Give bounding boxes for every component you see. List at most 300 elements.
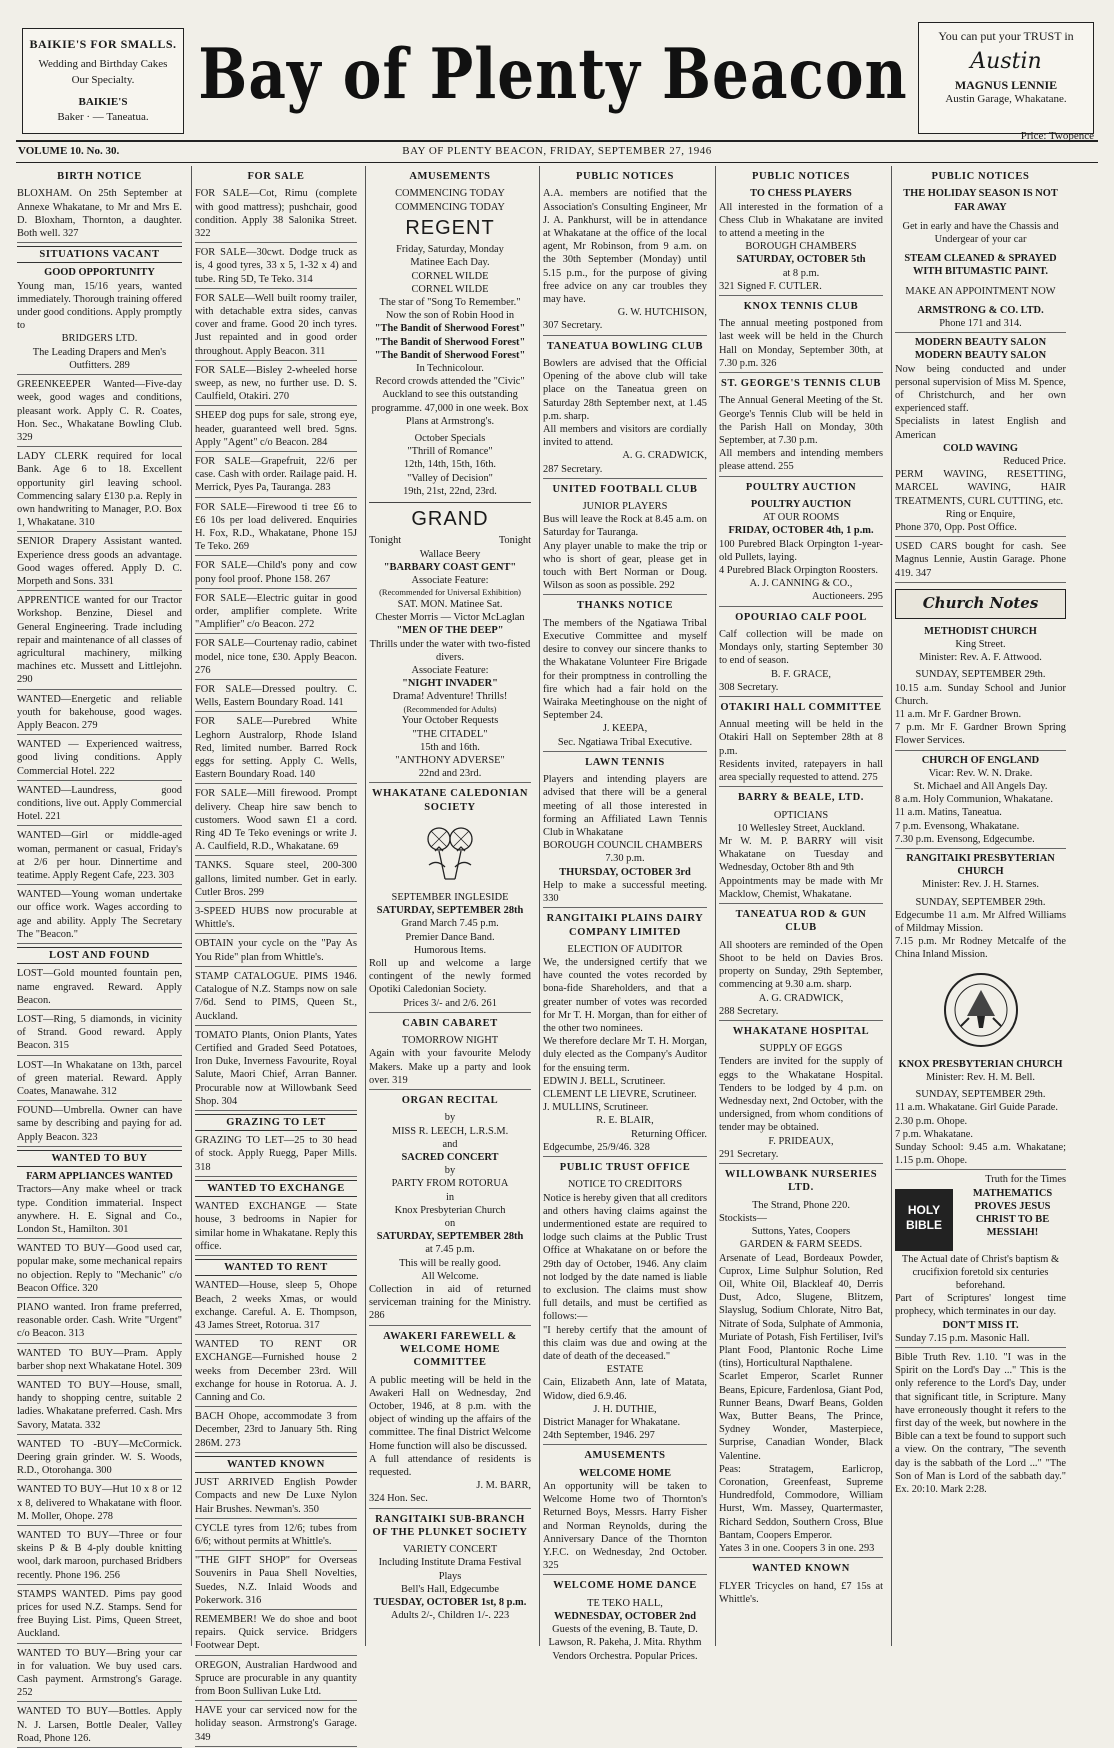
wallace-beery: Wallace Beery: [419, 548, 481, 560]
rod-gun-text: All shooters are reminded of the Open Shoot to be held on Davies Bros. property on Sunday, 29th September, commencing at 9.30 a.m. sharp.: [719, 939, 883, 991]
cabaret-text: Again with your favourite Melody Makers. Make up a party and look over. 319: [369, 1047, 531, 1090]
knox-service-1: 11 a.m. Whakatane. Girl Guide Parade.: [895, 1102, 1059, 1114]
lost-found-heading: LOST AND FOUND: [17, 947, 182, 964]
night-invader-title: "NIGHT INVADER": [402, 678, 498, 690]
actual-date-text: The Actual date of Christ's baptism & crucifixion foretold six centuries beforehand.: [901, 1253, 1060, 1291]
sale-truck-ad: FOR SALE—30cwt. Dodge truck as is, 4 good tyres, 33 x 5, 1-32 x 4) and tube. Ring 5D, Te Teko. 314: [195, 246, 357, 289]
knox-presbyterian-heading: KNOX PRESBYTERIAN CHURCH: [898, 1058, 1063, 1070]
masonic-hall: Sunday 7.15 p.m. Masonic Hall.: [895, 1332, 1066, 1348]
aa-notice: A.A. members are notified that the Association's Consulting Engineer, Mr J. A. Pankhurst, will be in attendance at Whakatane at the office of the local agent, Mr Robinson, from 9 a.m. on the 30th September (Monday) until 5.15 p.m., for the purpose of giving free advice on any car troubles they may have.: [543, 188, 707, 305]
wanted-youth-ad: WANTED—Energetic and reliable youth for bakehouse, good wages. Apply Beacon. 279: [17, 693, 182, 736]
grand-title: GRAND: [411, 507, 489, 530]
senior-drapery-ad: SENIOR Drapery Assistant wanted. Experience dress goods an advantage. Good wages offered. Apply D. C. Morpeth and Sons. 331: [17, 535, 182, 591]
scrutineer-3: J. MULLINS, Scrutineer.: [543, 1102, 649, 1114]
sale-pony-ad: FOR SALE—Child's pony and cow pony fool proof. Phone 158. 267: [195, 559, 357, 588]
willowbank-heading: WILLOWBANK NURSERIES LTD.: [724, 1169, 878, 1194]
grace-sig: B. F. GRACE,: [770, 668, 832, 680]
lost-ring-ad: LOST—Ring, 5 diamonds, in vicinity of Strand. Good reward. Apply Beacon. 315: [17, 1013, 182, 1056]
birth-notice: BLOXHAM. On 25th September at Annexe Whakatane, to Mr and Mrs E. D. Bloxham, Thornton, a daughter. Both well. 327: [17, 187, 182, 243]
holiday-season-heading: THE HOLIDAY SEASON IS NOT FAR AWAY: [903, 188, 1058, 213]
commencing-today-2: COMMENCING TODAY: [395, 201, 505, 213]
austin-ad-lead: You can put your TRUST in: [938, 29, 1074, 43]
tomorrow-night: TOMORROW NIGHT: [401, 1035, 499, 1047]
calf-pool-heading: OPOURIAO CALF POOL: [735, 611, 867, 623]
methodist-minister: Minister: Rev. A. F. Attwood.: [919, 652, 1042, 664]
beauty-phone: Phone 370, Opp. Post Office.: [895, 521, 1066, 537]
organ-on: on: [444, 1217, 456, 1229]
hospital-heading: WHAKATANE HOSPITAL: [732, 1025, 870, 1037]
rent-exchange-ad: WANTED TO RENT OR EXCHANGE—Furnished house 2 weeks from December 23rd. Will exchange for house in Rotorua. A. J. Canning and Co.: [195, 1338, 357, 1407]
st-michael: St. Michael and All Angels Day.: [913, 781, 1048, 793]
knox-tennis-heading: KNOX TENNIS CLUB: [743, 300, 859, 312]
methodist-service-3: 7 p.m. Mr F. Gardner Brown Spring Flower Services.: [895, 721, 1066, 750]
sale-cot-ad: FOR SALE—Cot, Rimu (complete with good mattress); pushchair, good condition. Apply 38 Salonika Street. 322: [195, 187, 357, 243]
scrutineer-2: CLEMENT LE LIEVRE, Scrutineer.: [543, 1089, 697, 1101]
associate-feature-2: Associate Feature:: [411, 664, 489, 676]
bandit-title-1: "The Bandit of Sherwood Forest": [374, 323, 526, 335]
te-teko-hall: TE TEKO HALL,: [587, 1597, 663, 1609]
ring-enquire: Ring or Enquire,: [945, 508, 1016, 520]
rod-gun-sig: A. G. CRADWICK,: [758, 992, 844, 1004]
calf-text: Calf collection will be made on Mondays only, starting September 30 to end of season.: [719, 628, 883, 667]
otakiri-text-2: Residents invited, ratepayers in hall area specially requested to attend. 275: [719, 758, 883, 787]
supply-eggs: SUPPLY OF EGGS: [759, 1043, 843, 1055]
holy-bible-icon: HOLY BIBLE: [895, 1189, 953, 1251]
valley-decision: "Valley of Decision": [407, 472, 493, 484]
stamps-wanted-ad: STAMPS WANTED. Pims pay good prices for used N.Z. Stamps. Send for free Buying List. Pims, Queen Street, Auckland.: [17, 1588, 182, 1644]
united-football-heading: UNITED FOOTBALL CLUB: [552, 483, 698, 495]
cold-waving: COLD WAVING: [943, 442, 1018, 454]
knox-minister: Minister: Rev. H. M. Bell.: [926, 1071, 1035, 1083]
lawn-date: THURSDAY, OCTOBER 3rd: [559, 866, 691, 878]
england-service-1: 8 a.m. Holy Communion, Whakatane.: [895, 794, 1053, 806]
cycle-tyres-ad: CYCLE tyres from 12/6; tubes from 6/6; without permits at Whittle's.: [195, 1522, 357, 1551]
thanks-heading: THANKS NOTICE: [576, 600, 674, 612]
barry-beale-heading: BARRY & BEALE, LTD.: [737, 792, 865, 804]
willowbank-chemicals: Arsenate of Lead, Bordeaux Powder, Cuprox, Lime Sulphur Solution, Red Oil, White Oil, Blackleaf 40, Derris Dust, Adco, Slugene, Blitzem, Slayslug, Sodium Chlorate, Nitro Bat, Nitrate of Soda, Sulphate of Ammonia, Muriate of Potash, Fish Fertiliser, Ivil's Plant Food, Plantonic Roche Lime (tins), Horticultural Napthalene.: [719, 1252, 883, 1370]
chess-sig: 321 Signed F. CUTLER.: [719, 280, 883, 296]
knox-service-3: 7 p.m. Whakatane.: [895, 1128, 974, 1140]
bowling-text-2: All members and visitors are cordially invited to attend.: [543, 423, 707, 449]
wtb-grinder-ad: WANTED TO -BUY—McCormick. Deering grain grinder. W. S. Woods, R.D., Otorohanga. 300: [17, 1438, 182, 1481]
men-deep-title: "MEN OF THE DEEP": [396, 625, 504, 637]
ingleside-prices: Prices 3/- and 2/6. 261: [369, 997, 531, 1013]
rollup-text: Roll up and welcome a large contingent of the newly formed Opotiki Caledonian Society.: [369, 958, 531, 996]
bus-text: Bus will leave the Rock at 8.45 a.m. on Saturday for Tauranga.: [543, 514, 707, 539]
sale-horse-sweep-ad: FOR SALE—Bisley 2-wheeled horse sweep, as new, no further use. D. S. Caulfield, Otakiri. 270: [195, 364, 357, 407]
england-vicar: Vicar: Rev. W. N. Drake.: [928, 767, 1033, 779]
citadel-title: "THE CITADEL": [412, 728, 488, 740]
organ-welcome: All Welcome.: [421, 1270, 479, 1282]
canning-title: Auctioneers. 295: [719, 590, 883, 606]
grazing-heading: GRAZING TO LET: [195, 1114, 357, 1131]
organ-date: SATURDAY, SEPTEMBER 28th: [376, 1231, 524, 1243]
thrill-dates: 12th, 14th, 15th, 16th.: [403, 459, 497, 471]
trust-text-2: "I hereby certify that the amount of this claim was due and owing at the date of death of the deceased.": [543, 1324, 707, 1363]
dont-miss-it: DON'T MISS IT.: [942, 1319, 1019, 1331]
st-georges-heading: ST. GEORGE'S TENNIS CLUB: [721, 378, 881, 390]
tonight-right: Tonight: [498, 535, 531, 547]
aa-ref: 307 Secretary.: [543, 319, 707, 335]
speed-hubs-ad: 3-SPEED HUBS now procurable at Whittle's.: [195, 905, 357, 934]
rangitaiki-presbyterian-heading: RANGITAIKI PRESBYTERIAN CHURCH: [906, 853, 1055, 878]
amusements-heading-2: AMUSEMENTS: [584, 1450, 666, 1462]
organ-good: This will be really good.: [399, 1257, 501, 1269]
baikies-ad-footer: Baker · — Taneatua.: [57, 111, 149, 124]
regent-title: REGENT: [405, 216, 495, 239]
beauty-text: Now being conducted and under personal supervision of Miss M. Spence, of Christchurch, and her own experienced staff.: [895, 363, 1066, 415]
prideaux-sig: F. PRIDEAUX,: [768, 1135, 834, 1147]
thrill-romance: "Thrill of Romance": [407, 446, 493, 458]
wanted-rent-heading: WANTED TO RENT: [195, 1259, 357, 1276]
willowbank-yates: Yates 3 in one. Coopers 3 in one. 293: [719, 1542, 883, 1558]
armstrong-name: ARMSTRONG & CO. LTD.: [917, 304, 1044, 316]
duthie-ref: 24th September, 1946. 297: [543, 1429, 707, 1445]
good-opportunity-heading: GOOD OPPORTUNITY: [44, 267, 155, 279]
poultry-pullets: 100 Purebred Black Orpington 1-year-old Pullets, laying.: [719, 538, 883, 563]
recommended-universal: (Recommended for Universal Exhibition): [379, 587, 521, 598]
wtb-used-car-ad: WANTED TO BUY—Bring your car in for valuation. We buy used cars. Cash payment. Armstrong's Garage. 252: [17, 1647, 182, 1703]
willowbank-strand: The Strand, Phone 220.: [752, 1199, 850, 1211]
piano-ad: PIANO wanted. Iron frame preferred, reasonable order. Cash. Write "Urgent" c/o Beacon. 313: [17, 1301, 182, 1344]
situations-vacant-heading: SITUATIONS VACANT: [17, 246, 182, 263]
caledonian-heading: WHAKATANE CALEDONIAN SOCIETY: [372, 788, 528, 813]
trust-text: Notice is hereby given that all creditors and others having claims against the undermentioned estate are required to lodge such claims at the Public Trust Office at Whakatane on or before the 29th day of October, 1946. Any claim not lodged by the date named is liable to exclusion. The claims must show full details, and must be certified as follows:—: [543, 1192, 707, 1323]
thrills-text: Thrills under the water with two-fisted divers.: [369, 638, 531, 663]
make-appointment: MAKE AN APPOINTMENT NOW: [905, 285, 1056, 297]
organ-and: and: [442, 1138, 458, 1150]
cabin-cabaret-heading: CABIN CABARET: [402, 1017, 498, 1029]
barry-text: Mr W. M. P. BARRY will visit Whakatane on Tuesday and Wednesday, October 8th and 9th: [719, 836, 883, 874]
estate-cain: Cain, Elizabeth Ann, late of Matata, Widow, died 6.9.46.: [543, 1377, 707, 1402]
seed-brands: Suttons, Yates, Coopers: [751, 1226, 851, 1238]
sale-poultry-ad: FOR SALE—Dressed poultry. C. Wells, Eastern Boundary Road. 141: [195, 683, 357, 712]
thanks-sig-2: Sec. Ngatiawa Tribal Executive.: [543, 736, 707, 752]
lawn-help: Help to make a successful meeting. 330: [543, 879, 707, 908]
steam-cleaned: STEAM CLEANED & SPRAYED WITH BITUMASTIC PAINT.: [904, 253, 1057, 278]
wanted-known-heading-2: WANTED KNOWN: [752, 1563, 850, 1575]
barry-text-2: Appointments may be made with Mr Macklow, Chemist, Whakatane.: [719, 875, 883, 904]
bowling-text: Bowlers are advised that the Official Opening of the above club will take place on the Taneatua green on Saturday 28th September next, at 1.45 p.m. sharp.: [543, 357, 707, 422]
dairy-heading: RANGITAIKI PLAINS DAIRY COMPANY LIMITED: [546, 913, 704, 938]
found-umbrella-ad: FOUND—Umbrella. Owner can have same by describing and paying for ad. Apply Beacon. 323: [17, 1104, 182, 1147]
sale-grapefruit-ad: FOR SALE—Grapefruit, 22/6 per case. Cash with order. Railage paid. H. Merrick, Pyes Pa, Tauranga. 283: [195, 455, 357, 498]
used-cars-ad: USED CARS bought for cash. See Magnus Lennie, Austin Garage. Phone 419. 347: [895, 540, 1066, 583]
truth-for-times: Truth for the Times: [985, 1174, 1066, 1186]
poultry-auction-heading-1: POULTRY AUCTION: [745, 481, 857, 493]
public-trust-heading: PUBLIC TRUST OFFICE: [559, 1162, 691, 1174]
wtb-wool-ad: WANTED TO BUY—Three or four skeins P & B 4-ply double knitting wool, dark maroon, purchased Bridbers recently. Phone 196. 256: [17, 1529, 182, 1585]
lawn-time: 7.30 p.m.: [605, 853, 645, 865]
wtb-car-ad: WANTED TO BUY—Good used car, popular make, some mechanical repairs no objection. Reply to "Mechanic" c/o Beacon Office. 320: [17, 1242, 182, 1298]
knox-service-2: 2.30 p.m. Ohope.: [895, 1115, 968, 1127]
price-text: Price: Twopence: [1020, 130, 1094, 142]
shoe-repair-ad: REMEMBER! We do shoe and boot repairs. Quick service. Bridgers Footwear Dept.: [195, 1613, 357, 1656]
sale-leghorn-ad: FOR SALE—Purebred White Leghorn Australorp, Rhode Island Red, limited number. Barred Rock eggs for setting. Apply C. Wells, Eastern Boundary Road. 140: [195, 715, 357, 784]
column-6: [891, 166, 1069, 1646]
stockists-label: Stockists—: [719, 1212, 767, 1224]
barbary-title: "BARBARY COAST GENT": [383, 561, 517, 573]
regent-days: Friday, Saturday, Monday: [396, 244, 504, 256]
regent-star-text: The star of "Song To Remember." Now the son of Robin Hood in: [379, 296, 521, 322]
column-1: [14, 166, 185, 1744]
knox-sunday-school: Sunday School: 9.45 a.m. Whakatane; 1.15 p.m. Ohope.: [895, 1141, 1066, 1170]
hospital-text: Tenders are invited for the supply of eggs to the Whakatane Hospital. Tenders to be lodged by 4 p.m. on Wednesday next, 2nd October, with the undersigned, from whom conditions of tender may be obtained.: [719, 1056, 883, 1134]
rangitaiki-service-1: Edgecumbe 11 a.m. Mr Alfred Williams of Mildmay Mission.: [895, 909, 1066, 935]
beauty-text-2: Specialists in latest English and American: [895, 416, 1066, 441]
wanted-house-ad: WANTED—House, sleep 5, Ohope Beach, 2 weeks Xmas, or would exchange. Careful. A. E. Thompson, 43 James Street, Rotorua. 317: [195, 1279, 357, 1335]
humorous-items: Humorous Items.: [413, 944, 487, 956]
plunket-prices: Adults 2/-, Children 1/-. 223: [390, 1610, 510, 1622]
opticians-label: OPTICIANS: [773, 809, 829, 821]
aa-sig: G. W. HUTCHISON,: [617, 307, 707, 319]
tonight-left: Tonight: [369, 535, 402, 547]
bowling-sig: A. G. CRADWICK,: [622, 450, 707, 462]
party-rotorua: PARTY FROM ROTORUA: [391, 1178, 509, 1190]
lost-pen-ad: LOST—Gold mounted fountain pen, name engraved. Reward. Apply Beacon.: [17, 967, 182, 1010]
beauty-salon-heading-1: MODERN BEAUTY SALON: [914, 337, 1047, 349]
bandit-title-2: "The Bandit of Sherwood Forest": [374, 336, 526, 348]
sacred-concert: SACRED CONCERT: [401, 1151, 499, 1163]
methodist-service-2: 11 a.m. Mr F. Gardner Brown.: [895, 709, 1022, 721]
public-notices-heading-1: PUBLIC NOTICES: [576, 171, 674, 182]
october-specials: October Specials: [414, 432, 486, 444]
baikies-ad-title: BAIKIE'S FOR SMALLS.: [29, 37, 177, 51]
greenkeeper-ad: GREENKEEPER Wanted—Five-day week, good wages and conditions, pleasant work. Apply C. R. Coates, Hon. Sec., Whakatane Bowling Club. 329: [17, 378, 182, 447]
awakeri-text: A public meeting will be held in the Awakeri Hall on Wednesday, 2nd October, 1946, at 8 p.m. with the object of winding up the affairs of the committee. The final District Welcome Home function will also be discussed.: [369, 1374, 531, 1452]
methodist-sunday: SUNDAY, SEPTEMBER 29th.: [915, 669, 1046, 681]
apprentice-ad: APPRENTICE wanted for our Tractor Workshop. Benzine, Diesel and General Engineering. Trade including repair and maintenance of all classes of agricultural machinery, milking machines etc. Mussett and Littlejohn. 290: [17, 594, 182, 689]
newspaper-title: Bay of Plenty Beacon: [198, 33, 908, 115]
awakeri-text-2: A full attendance of residents is requested.: [369, 1453, 531, 1478]
adverse-dates: 22nd and 23rd.: [369, 767, 531, 783]
september-ingleside: SEPTEMBER INGLESIDE: [391, 892, 509, 904]
organ-time: at 7.45 p.m.: [425, 1244, 475, 1256]
bible-truth-text: Bible Truth Rev. 1.10. "I was in the Spirit on the Lord's Day ..." This is the only reference to the Lord's Day, under that significant title, in Scripture. Many have erroneously thought it refers to the first day of the week, but nowhere in the Bible can a text be found to support such a view. On the contrary, "The seventh day is the sabbath of the Lord ..." "The Son of Man is Lord of the sabbath day." Ex. 20:10. Mark 2:28.: [895, 1351, 1066, 1495]
knox-tennis-text: The annual meeting postponed from last week will be held in the Church Hall on Monday, September 30th, at 7.30 p.m. 326: [719, 317, 883, 373]
column-3: [365, 166, 534, 1646]
wanted-to-buy-heading: WANTED TO BUY: [17, 1150, 182, 1167]
rod-gun-heading: TANEATUA ROD & GUN CLUB: [735, 909, 867, 934]
thanks-text: The members of the Ngatiawa Tribal Executive Committee and myself desire to convey our sincere thanks to the Whakatane Volunteer Fire Brigade for their promptness in controlling the fire which had a fair hold on the Wairaka Meetinghouse on the night of September 24.: [543, 617, 707, 722]
otakiri-heading: OTAKIRI HALL COMMITTEE: [720, 701, 882, 713]
bus-text-2: Any player unable to make the trip or who is short of gear, please get in touch with Bert Norman or Doug. Wilson as soon as possible. 292: [543, 540, 707, 596]
drama-adventure: Drama! Adventure! Thrills!: [392, 691, 508, 703]
chess-place: BOROUGH CHAMBERS: [745, 241, 857, 253]
dairy-text-2: We therefore declare Mr T. H. Morgan, duly elected as the Company's Auditor for the ensuing term.: [543, 1036, 707, 1074]
lawn-text: Players and intending players are advised that there will be a general meeting of all those interested in forming an Affiliated Lawn Tennis Club in Whakatane: [543, 774, 707, 838]
ingleside-date: SATURDAY, SEPTEMBER 28th: [376, 905, 524, 917]
st-georges-text: The Annual General Meeting of the St. George's Tennis Club will be held in the Parish Hall on Monday, 30th September, at 7.30 p.m.: [719, 395, 883, 447]
methodist-heading: METHODIST CHURCH: [924, 625, 1037, 637]
rod-gun-ref: 288 Secretary.: [719, 1005, 883, 1021]
wanted-office-ad: WANTED—Young woman undertake our office work. Wages according to age and ability. Apply The Secretary The "Beacon.": [17, 888, 182, 944]
chess-time: at 8 p.m.: [782, 267, 820, 279]
bandit-title-3: "The Bandit of Sherwood Forest": [374, 349, 526, 361]
organ-by-2: by: [444, 1165, 456, 1177]
lawn-place: BOROUGH COUNCIL CHAMBERS: [543, 840, 703, 852]
estate-label: ESTATE: [606, 1364, 644, 1376]
awakeri-sig: J. M. BARR,: [476, 1480, 531, 1492]
grand-march: Grand March 7.45 p.m.: [401, 918, 499, 930]
poultry-roosters: 4 Purebred Black Orpington Roosters.: [719, 564, 879, 576]
rangitaiki-service-2: 7.15 p.m. Mr Rodney Metcalfe of the China Inland Mission.: [895, 936, 1066, 961]
column-2: [191, 166, 360, 1743]
tomato-plants-ad: TOMATO Plants, Onion Plants, Yates Certified and Graded Seed Potatoes, Iron Duke, Inverness Favourite, Royal Salute, Maori Chief, Arran Banner. Procurable now at Willowbank Seed Shop. 304: [195, 1029, 357, 1111]
methodist-street: King Street.: [955, 639, 1006, 651]
plunket-date: TUESDAY, OCTOBER 1st, 8 p.m.: [373, 1597, 527, 1609]
awakeri-ref: 324 Hon. Sec.: [369, 1492, 531, 1508]
dairy-ref: Edgecumbe, 25/9/46. 328: [543, 1141, 707, 1157]
birth-notice-heading: BIRTH NOTICE: [57, 171, 142, 182]
gift-shop-ad: "THE GIFT SHOP" for Overseas Souvenirs in Paua Shell Novelties, Suedes, N.Z. Inlaid Woods and Pokerwork. 316: [195, 1554, 357, 1610]
technicolour: In Technicolour.: [416, 362, 484, 374]
dateline-text: BAY OF PLENTY BEACON, FRIDAY, SEPTEMBER 27, 1946: [402, 145, 712, 157]
good-opportunity-ad: Young man, 15/16 years, wanted immediately. Thorough training offered under good conditions. Apply promptly to: [17, 280, 182, 332]
wanted-exchange-ad: WANTED EXCHANGE — State house, 3 bedrooms in Napier for similar home in Whakatane. Reply this office.: [195, 1200, 357, 1256]
sat-mon: SAT. MON. Matinee Sat.: [397, 598, 503, 610]
dairy-text: We, the undersigned certify that we have counted the votes recorded by bona-fide Shareholders, and that a greater number of votes was recorded for Mr T. H. Morgan, than for either of the other two nominees.: [543, 957, 707, 1035]
at-our-rooms: AT OUR ROOMS: [762, 512, 840, 524]
volume-number: VOLUME 10. No. 30.: [18, 145, 120, 157]
dateline-bar: [16, 130, 1098, 163]
duthie-sig: J. H. DUTHIE,: [593, 1403, 657, 1415]
sale-firewood-ad: FOR SALE—Firewood ti tree £6 to £6 10s per load delivered. Enquiries H. Fox, R.D., Whakatane, Phone 15J Te Teko. 269: [195, 501, 357, 557]
premier-band: Premier Dance Band.: [405, 931, 495, 943]
bridgers-tail: The Leading Drapers and Men's Outfitters. 289: [17, 346, 182, 375]
organ-by-1: by: [444, 1112, 456, 1124]
dance-guests: Guests of the evening, B. Taute, D. Lawson, R. Pakeha, J. Mita. Rhythm Vendors Orchestra. Popular Prices.: [548, 1624, 702, 1662]
wtb-house-ad: WANTED TO BUY—House, small, handy to shopping centre, suitable 2 ladies. Whakatane preferred. Cash. Mrs Savory, Matata. 332: [17, 1379, 182, 1435]
wtb-pram-ad: WANTED TO BUY—Pram. Apply barber shop next Whakatane Hotel. 309: [17, 1347, 182, 1376]
bridgers-name: BRIDGERS LTD.: [61, 333, 138, 345]
sale-guitar-ad: FOR SALE—Electric guitar in good order, amplifier complete. Write "Amplifier" c/o Beacon. 272: [195, 592, 357, 635]
poultry-date: FRIDAY, OCTOBER 4th, 1 p.m.: [728, 525, 874, 537]
record-crowds: Record crowds attended the "Civic" Auckland to see this outstanding programme. 47,000 in one week. Box Plans at Armstrong's.: [371, 376, 529, 427]
miss-leech: MISS R. LEECH, L.R.S.M.: [391, 1125, 509, 1137]
sale-radio-ad: FOR SALE—Courtenay radio, cabinet model, nice tone, £30. Apply Beacon. 276: [195, 637, 357, 680]
dance-date: WEDNESDAY, OCTOBER 2nd: [554, 1610, 696, 1622]
perm-waving: PERM WAVING, RESETTING, MARCEL WAVING, HAIR TREATMENTS, CURL CUTTING, etc.: [895, 469, 1066, 507]
england-service-3: 7 p.m. Evensong, Whakatane.: [895, 820, 1020, 832]
car-service-ad: HAVE your car serviced now for the holiday season. Armstrong's Garage. 349: [195, 1704, 357, 1747]
wanted-exchange-heading: WANTED TO EXCHANGE: [195, 1180, 357, 1197]
baikies-ad-line1: Wedding and Birthday Cakes: [38, 58, 168, 70]
willowbank-beans: Scarlet Emperor, Scarlet Runner Beans, Epicure, Fardenlosa, Giant Pod, Runner Beans, Dwarf Beans, Golden Wax, Butter Beans, The Prince, Sydney Wonder, Masterpiece, Surprise, Canadian Wonder, Black Valentine.: [719, 1371, 883, 1462]
wtb-hut-ad: WANTED TO BUY—Hut 10 x 8 or 12 x 8, delivered to Whakatane with floor. M. Moller, Ohope. 278: [17, 1483, 182, 1526]
plunket-heading: RANGITAIKI SUB-BRANCH OF THE PLUNKET SOCIETY: [372, 1513, 528, 1538]
wellesley-street: 10 Wellesley Street, Auckland.: [737, 822, 865, 834]
stamp-catalogue-ad: STAMP CATALOGUE. PIMS 1946. Catalogue of N.Z. Stamps now on sale 7/6d. Send to PIMS, Queen St., Auckland.: [195, 970, 357, 1026]
knox-sunday: SUNDAY, SEPTEMBER 29th.: [915, 1089, 1046, 1101]
st-georges-text-2: All members and intending members please attend. 255: [719, 447, 883, 476]
austin-ad-box: [918, 22, 1094, 134]
welcome-home-text: An opportunity will be taken to Welcome Home two of Thornton's Returned Boys, Messrs. Harry Fisher and Norman Reynolds, during the Anniversary Dance of the Thornton Y.F.C. on Wednesday, 2nd October. 325: [543, 1480, 707, 1575]
knox-church: Knox Presbyterian Church: [394, 1204, 506, 1216]
england-service-4: 7.30 p.m. Evensong, Edgecumbe.: [895, 833, 1066, 849]
farm-appliances-ad: Tractors—Any make wheel or track type. Condition immaterial. Inspect anywhere. H. E. Signal and Co., London St., Hamilton. 301: [17, 1183, 182, 1239]
poultry-auction-heading-2: POULTRY AUCTION: [750, 498, 852, 510]
armstrong-phone: Phone 171 and 314.: [895, 317, 1066, 333]
cornel-wilde-2: CORNEL WILDE: [411, 283, 489, 295]
beauty-salon-heading-2: MODERN BEAUTY SALON: [914, 350, 1047, 362]
wanted-waitress-ad: WANTED — Experienced waitress, good living conditions. Apply Commercial Hotel. 222: [17, 738, 182, 781]
for-sale-heading: FOR SALE: [247, 171, 305, 182]
wanted-known-heading: WANTED KNOWN: [195, 1456, 357, 1473]
rangitaiki-sunday: SUNDAY, SEPTEMBER 29th.: [915, 896, 1046, 908]
church-seal-icon: [895, 968, 1066, 1052]
election-auditor: ELECTION OF AUDITOR: [567, 943, 683, 955]
bowling-heading: TANEATUA BOWLING CLUB: [546, 340, 704, 352]
organ-in: in: [445, 1191, 455, 1203]
bach-ad: BACH Ohope, accommodate 3 from December, 23rd to January 5th. Ring 286M. 273: [195, 1410, 357, 1453]
lost-parcel-ad: LOST—In Whakatane on 13th, parcel of green material. Reward. Apply Coates, Manawahe. 312: [17, 1059, 182, 1102]
england-service-2: 11 a.m. Matins, Taneatua.: [895, 807, 1002, 819]
bells-hall: Bell's Hall, Edgecumbe: [401, 1583, 499, 1595]
chess-text: All interested in the formation of a Chess Club in Whakatane are invited to attend a meeting in the: [719, 201, 883, 239]
adverse-title: "ANTHONY ADVERSE": [395, 754, 505, 766]
otakiri-text: Annual meeting will be held in the Otakiri Hall on September 28th at 8 p.m.: [719, 719, 883, 757]
rangitaiki-minister: Minister: Rev. J. H. Starnes.: [921, 879, 1040, 891]
sale-mill-firewood-ad: FOR SALE—Mill firewood. Prompt delivery. Cheap hire saw bench to customers. Wood sawn £1 a cord. Ring 4D Te Teko evenings or write J. A. Caulfield, R.D., Whakatane. 69: [195, 787, 357, 856]
austin-logo: Austin: [970, 49, 1042, 74]
wanted-girl-ad: WANTED—Girl or middle-aged woman, permanent or casual, Friday's at 2/6 per hour. Dinnertime and teatime. Apply Regent Cafe, 223. 303: [17, 829, 182, 885]
lady-clerk-ad: LADY CLERK required for local Bank. Age 6 to 18. Excellent opportunity girl leaving school. Commencing salary £130 p.a. Reply in own handwriting to Manager, P.O. Box 1, Whakatane. 310: [17, 450, 182, 532]
austin-ad-footer: Austin Garage, Whakatane.: [945, 92, 1067, 105]
prideaux-ref: 291 Secretary.: [719, 1148, 883, 1164]
grace-ref: 308 Secretary.: [719, 681, 883, 697]
welcome-home-title: WELCOME HOME: [578, 1467, 672, 1479]
oregon-ad: OREGON, Australian Hardwood and Spruce are procurable in any quantity from Boon Sullivan Luke Ltd.: [195, 1659, 357, 1702]
returning-officer-name: R. E. BLAIR,: [596, 1115, 654, 1127]
bowling-ref: 287 Secretary.: [543, 463, 707, 479]
commencing-today: COMMENCING TODAY: [395, 188, 505, 200]
chassis-text: Get in early and have the Chassis and Undergear of your car: [902, 220, 1059, 245]
amusements-heading: AMUSEMENTS: [409, 171, 491, 182]
lawn-tennis-heading: LAWN TENNIS: [585, 756, 665, 768]
chess-heading: TO CHESS PLAYERS: [750, 188, 852, 200]
notice-creditors: NOTICE TO CREDITORS: [567, 1179, 683, 1191]
thistle-icon: [369, 821, 531, 885]
cornel-wilde-1: CORNEL WILDE: [411, 270, 489, 282]
austin-ad-name: MAGNUS LENNIE: [954, 77, 1058, 92]
wtb-bottles-ad: WANTED TO BUY—Bottles. Apply N. J. Larsen, Bottle Dealer, Valley Road, Phone 126.: [17, 1705, 182, 1748]
garden-seeds: GARDEN & FARM SEEDS.: [739, 1239, 863, 1251]
chester-morris: Chester Morris — Victor McLaglan: [375, 612, 525, 624]
regent-matinee: Matinee Each Day.: [410, 257, 490, 269]
duthie-title: District Manager for Whakatane.: [543, 1417, 681, 1429]
junior-players: JUNIOR PLAYERS: [582, 501, 668, 513]
grazing-ad: GRAZING TO LET—25 to 30 head of stock. Apply Ruegg, Paper Mills. 318: [195, 1134, 357, 1177]
sheep-dog-ad: SHEEP dog pups for sale, strong eye, header, guaranteed well bred. 5gns. Apply "Agent" c/o Beacon. 284: [195, 409, 357, 452]
recommended-adults: (Recommended for Adults): [403, 703, 497, 714]
public-notices-heading-3: PUBLIC NOTICES: [931, 171, 1030, 182]
farm-appliances-heading: FARM APPLIANCES WANTED: [26, 1171, 173, 1183]
tanks-ad: TANKS. Square steel, 200-300 gallons, limited number. Get in early. Cutler Bros. 299: [195, 859, 357, 902]
methodist-service-1: 10.15 a.m. Sunday School and Junior Church.: [895, 682, 1066, 707]
column-5: [715, 166, 886, 1646]
welcome-dance-heading: WELCOME HOME DANCE: [553, 1580, 697, 1592]
associate-feature-1: Associate Feature:: [411, 574, 489, 586]
citadel-dates: 15th and 16th.: [420, 741, 480, 753]
baikies-ad-name: BAIKIE'S: [78, 95, 128, 108]
flyer-tricycles-ad: FLYER Tricycles on hand, £7 15s at Whittle's.: [719, 1580, 883, 1605]
canning-sig: A. J. CANNING & CO.,: [749, 578, 853, 590]
valley-dates: 19th, 21st, 22nd, 23rd.: [403, 485, 497, 497]
prophecy-text: Part of Scriptures' longest time prophecy, which terminates in our day.: [895, 1293, 1066, 1318]
variety-concert: VARIETY CONCERT: [402, 1544, 498, 1556]
church-england-heading: CHURCH OF ENGLAND: [921, 754, 1040, 766]
